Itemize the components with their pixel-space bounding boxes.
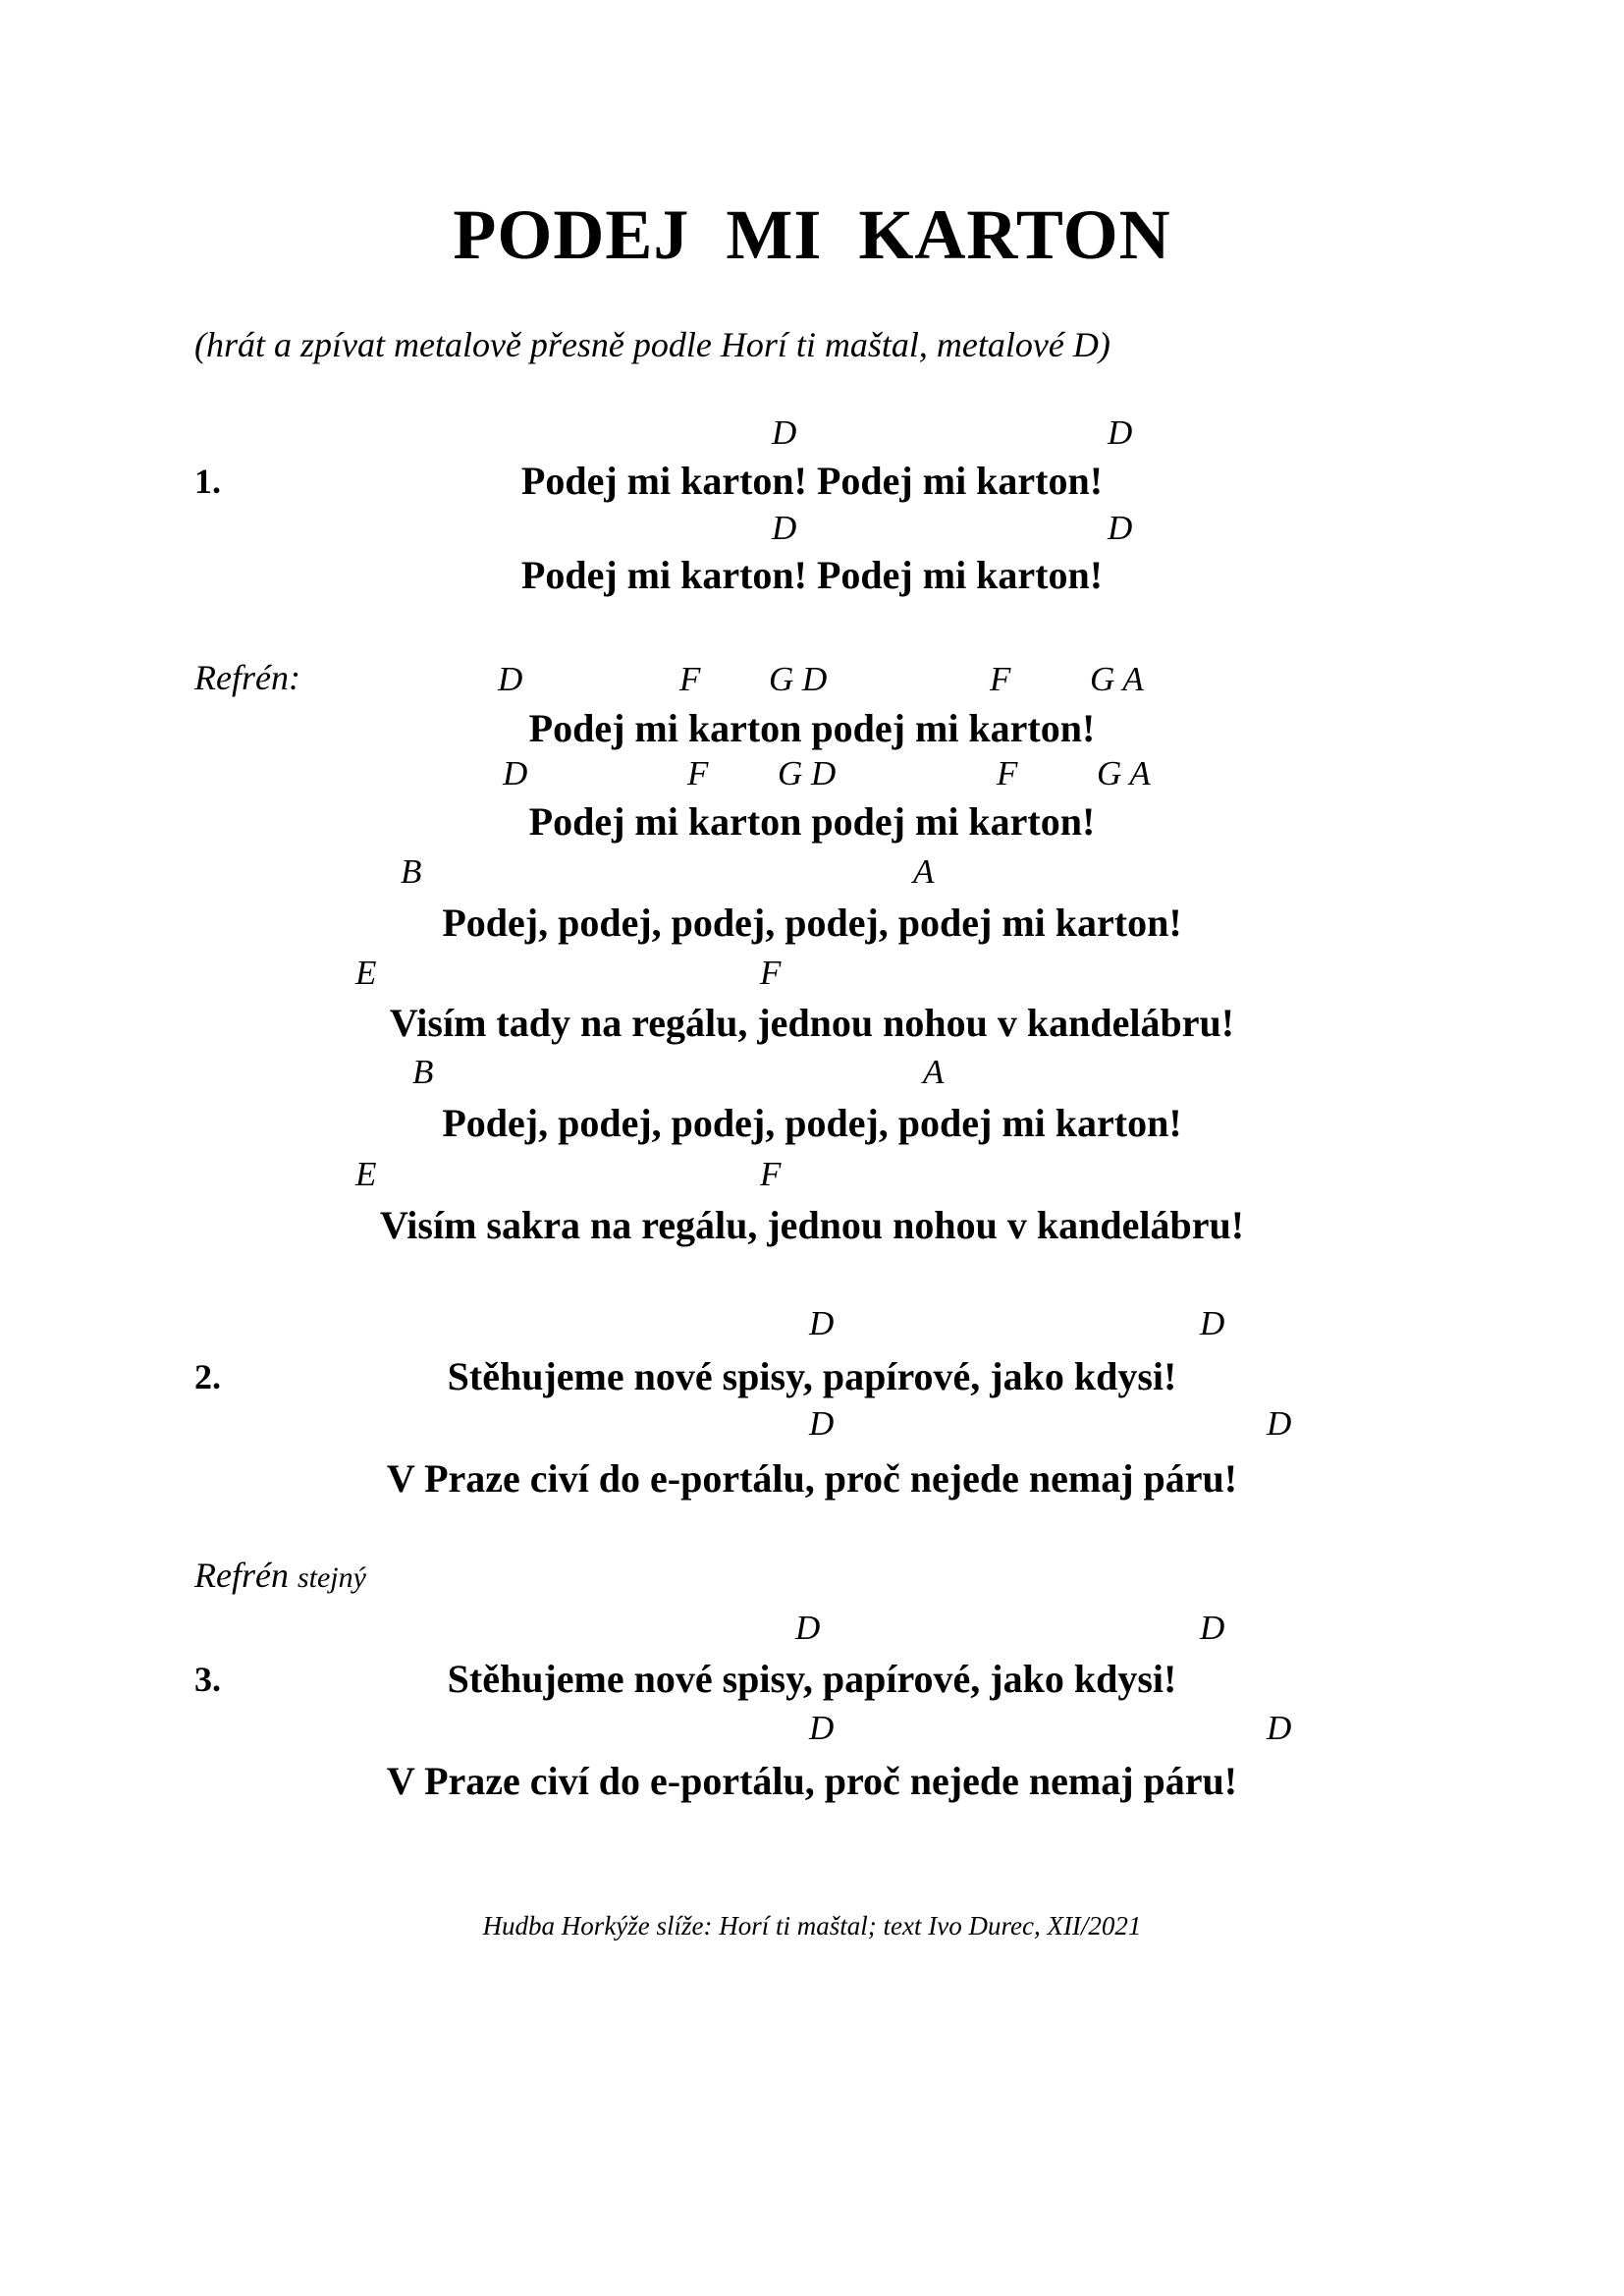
credits-footer: Hudba Horkýže slíže: Horí ti maštal; text Ivo Durec, XII/2021: [482, 1911, 1142, 1941]
chord: D: [809, 1404, 835, 1443]
lyric-line: Podej mi karton! Podej mi karton!: [520, 459, 1104, 503]
lyric-line: Podej mi karton! Podej mi karton!: [520, 553, 1104, 597]
chord: G A: [1090, 660, 1144, 698]
chord: F: [997, 754, 1018, 793]
lyric-line: Stěhujeme nové spisy, papírové, jako kdysi!: [447, 1657, 1177, 1701]
chord: D: [498, 660, 523, 698]
chord: D: [1200, 1304, 1225, 1342]
chord: D: [809, 1709, 835, 1747]
chord: B: [412, 1053, 434, 1091]
chord: D: [1108, 413, 1133, 452]
lyric-line: Podej mi karton podej mi karton!: [528, 799, 1096, 844]
chord: G A: [1097, 754, 1151, 793]
chord: A: [913, 852, 935, 891]
verse-number: 1.: [194, 462, 221, 501]
chord: D: [795, 1609, 821, 1647]
lyric-line: Podej, podej, podej, podej, podej mi karton!: [442, 901, 1182, 945]
chord: F: [760, 954, 782, 992]
lyric-line: V Praze civí do e-portálu, proč nejede nemaj páru!: [386, 1759, 1238, 1803]
chord: D: [809, 1304, 835, 1342]
chord: G D: [778, 754, 837, 793]
chord: D: [503, 754, 528, 793]
chord: D: [772, 509, 797, 547]
chord: F: [687, 754, 709, 793]
performance-note: (hrát a zpívat metalově přesně podle Horí ti maštal, metalové D): [194, 325, 1110, 364]
chord: D: [772, 413, 797, 452]
chord: B: [401, 852, 422, 891]
chord: F: [679, 660, 701, 698]
refrain-repeat-word: Refrén: [194, 1556, 289, 1595]
lyric-line: Stěhujeme nové spisy, papírové, jako kdysi!: [447, 1354, 1177, 1398]
refrain-repeat-note: stejný: [297, 1561, 366, 1594]
refrain-label: Refrén:: [194, 658, 300, 697]
verse-number: 2.: [194, 1357, 221, 1396]
lyric-line: Podej mi karton podej mi karton!: [528, 706, 1096, 750]
chord: E: [355, 954, 377, 992]
song-title: PODEJ MI KARTON: [453, 195, 1171, 274]
lyric-line: Visím sakra na regálu, jednou nohou v kandelábru!: [379, 1203, 1245, 1247]
lyric-line: V Praze civí do e-portálu, proč nejede nemaj páru!: [386, 1456, 1238, 1501]
lyric-line: Podej, podej, podej, podej, podej mi karton!: [442, 1101, 1182, 1145]
chord: F: [760, 1155, 782, 1193]
verse-number: 3.: [194, 1660, 221, 1699]
refrain-repeat-label: [194, 1558, 366, 1593]
chord: A: [923, 1053, 945, 1091]
chord: G D: [769, 660, 828, 698]
chord: E: [355, 1155, 377, 1193]
chord: D: [1267, 1709, 1292, 1747]
chord: D: [1108, 509, 1133, 547]
chord: F: [990, 660, 1011, 698]
chord: D: [1200, 1609, 1225, 1647]
chord: D: [1267, 1404, 1292, 1443]
lyric-line: Visím tady na regálu, jednou nohou v kandelábru!: [389, 1001, 1235, 1045]
